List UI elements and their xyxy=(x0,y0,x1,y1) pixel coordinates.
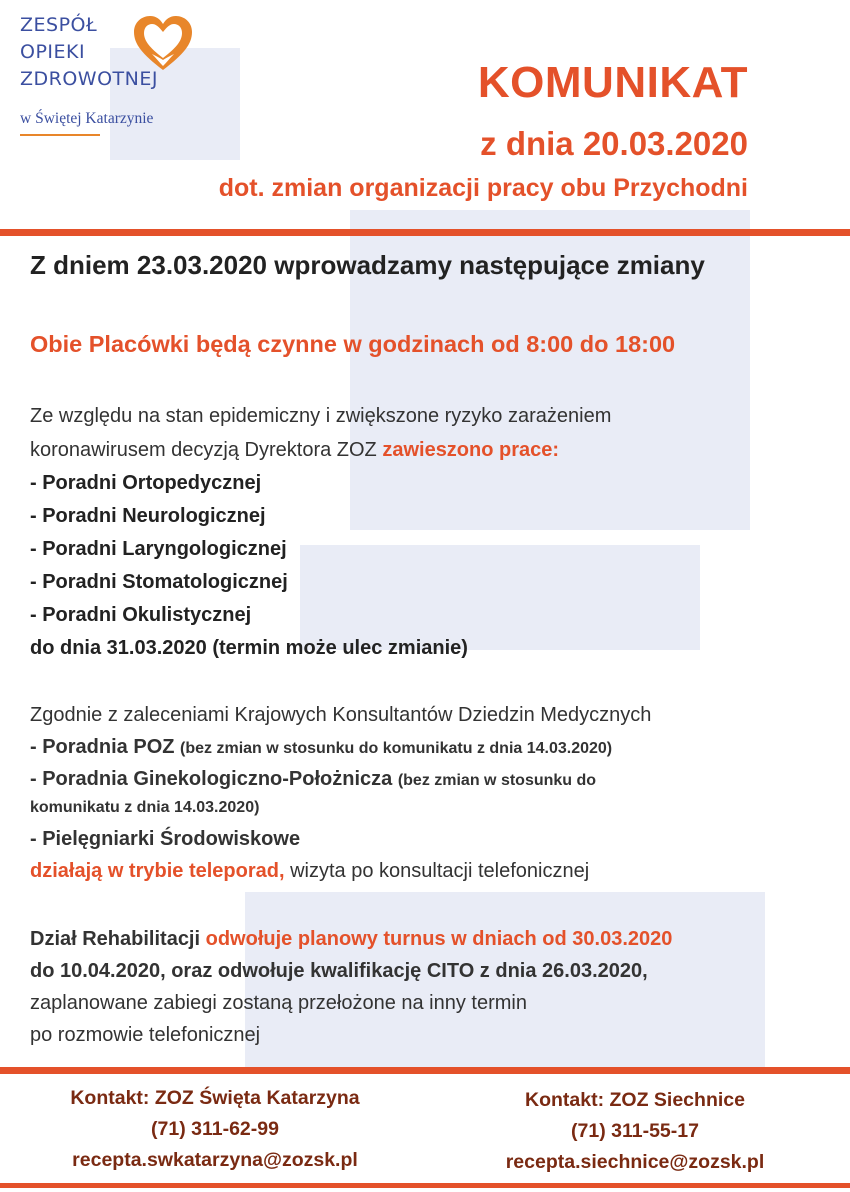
logo-underline xyxy=(20,134,100,136)
suspended-highlight: zawieszono prace: xyxy=(382,439,560,461)
paragraph-line xyxy=(30,439,559,462)
page-date: z dnia 20.03.2020 xyxy=(480,125,748,162)
list-item: - Poradni Ortopedycznej xyxy=(30,472,262,494)
paragraph-line: zaplanowane zabiegi zostaną przełożone na inny termin xyxy=(30,992,527,1014)
list-item: - Poradni Okulistycznej xyxy=(30,604,252,626)
paragraph-line: po rozmowie telefonicznej xyxy=(30,1024,261,1046)
rehab-highlight: do 10.04.2020, oraz odwołuje kwalifikację CITO z dnia 26.03.2020, xyxy=(30,960,648,982)
logo xyxy=(20,12,230,142)
contact-email[interactable]: recepta.swkatarzyna@zozsk.pl xyxy=(72,1149,358,1171)
logo-line-3: ZDROWOTNEJ xyxy=(20,68,158,90)
list-item: - Poradni Neurologicznej xyxy=(30,505,266,527)
footer-divider xyxy=(0,1183,850,1188)
bottom-divider xyxy=(0,1067,850,1074)
paragraph-line: komunikatu z dnia 14.03.2020) xyxy=(30,799,260,816)
contact-block-1 xyxy=(40,1083,390,1176)
heart-hands-icon xyxy=(132,14,194,76)
opening-hours: Obie Placówki będą czynne w godzinach od 8:00 do 18:00 xyxy=(30,331,676,357)
paragraph-line xyxy=(30,736,612,759)
contact-label: Kontakt: ZOZ Święta Katarzyna xyxy=(70,1087,360,1109)
top-divider xyxy=(0,229,850,236)
contact-label: Kontakt: ZOZ Siechnice xyxy=(525,1089,745,1111)
paragraph-text: koronawirusem decyzją Dyrektora ZOZ xyxy=(30,439,383,461)
logo-line-2: OPIEKI xyxy=(20,41,86,63)
paragraph-line: Zgodnie z zaleceniami Krajowych Konsultantów Dziedzin Medycznych xyxy=(30,704,652,726)
list-item: - Poradni Laryngologicznej xyxy=(30,538,287,560)
rehab-highlight: odwołuje planowy turnus w dniach od 30.03.2020 xyxy=(205,928,673,950)
teleporad-highlight: działają w trybie teleporad, xyxy=(30,860,285,882)
contact-block-2 xyxy=(470,1085,800,1178)
page-subtitle: dot. zmian organizacji pracy obu Przychodni xyxy=(218,174,748,202)
paragraph-line xyxy=(30,928,672,951)
contact-phone[interactable]: (71) 311-62-99 xyxy=(151,1118,279,1140)
gin-note: (bez zmian w stosunku do xyxy=(397,772,597,789)
rehab-label: Dział Rehabilitacji xyxy=(30,928,206,950)
background-square xyxy=(300,545,700,650)
contact-phone[interactable]: (71) 311-55-17 xyxy=(571,1120,699,1142)
page-title: KOMUNIKAT xyxy=(477,58,748,107)
nurse-label: - Pielęgniarki Środowiskowe xyxy=(30,828,301,850)
suspended-until: do dnia 31.03.2020 (termin może ulec zmianie) xyxy=(30,637,468,659)
contact-email[interactable]: recepta.siechnice@zozsk.pl xyxy=(505,1151,765,1173)
logo-line-1: ZESPÓŁ xyxy=(20,14,98,36)
intro-heading: Z dniem 23.03.2020 wprowadzamy następujące zmiany xyxy=(30,250,705,280)
list-item: - Poradni Stomatologicznej xyxy=(30,571,288,593)
teleporad-text: wizyta po konsultacji telefonicznej xyxy=(284,860,590,882)
poz-label: - Poradnia POZ xyxy=(30,736,181,758)
paragraph-line xyxy=(30,860,589,883)
gin-label: - Poradnia Ginekologiczno-Położnicza xyxy=(30,768,398,790)
poz-note: (bez zmian w stosunku do komunikatu z dnia 14.03.2020) xyxy=(180,740,613,757)
logo-subtitle: w Świętej Katarzynie xyxy=(20,110,154,127)
paragraph-line xyxy=(30,768,596,791)
paragraph-line: Ze względu na stan epidemiczny i zwiększone ryzyko zarażeniem xyxy=(30,405,612,427)
